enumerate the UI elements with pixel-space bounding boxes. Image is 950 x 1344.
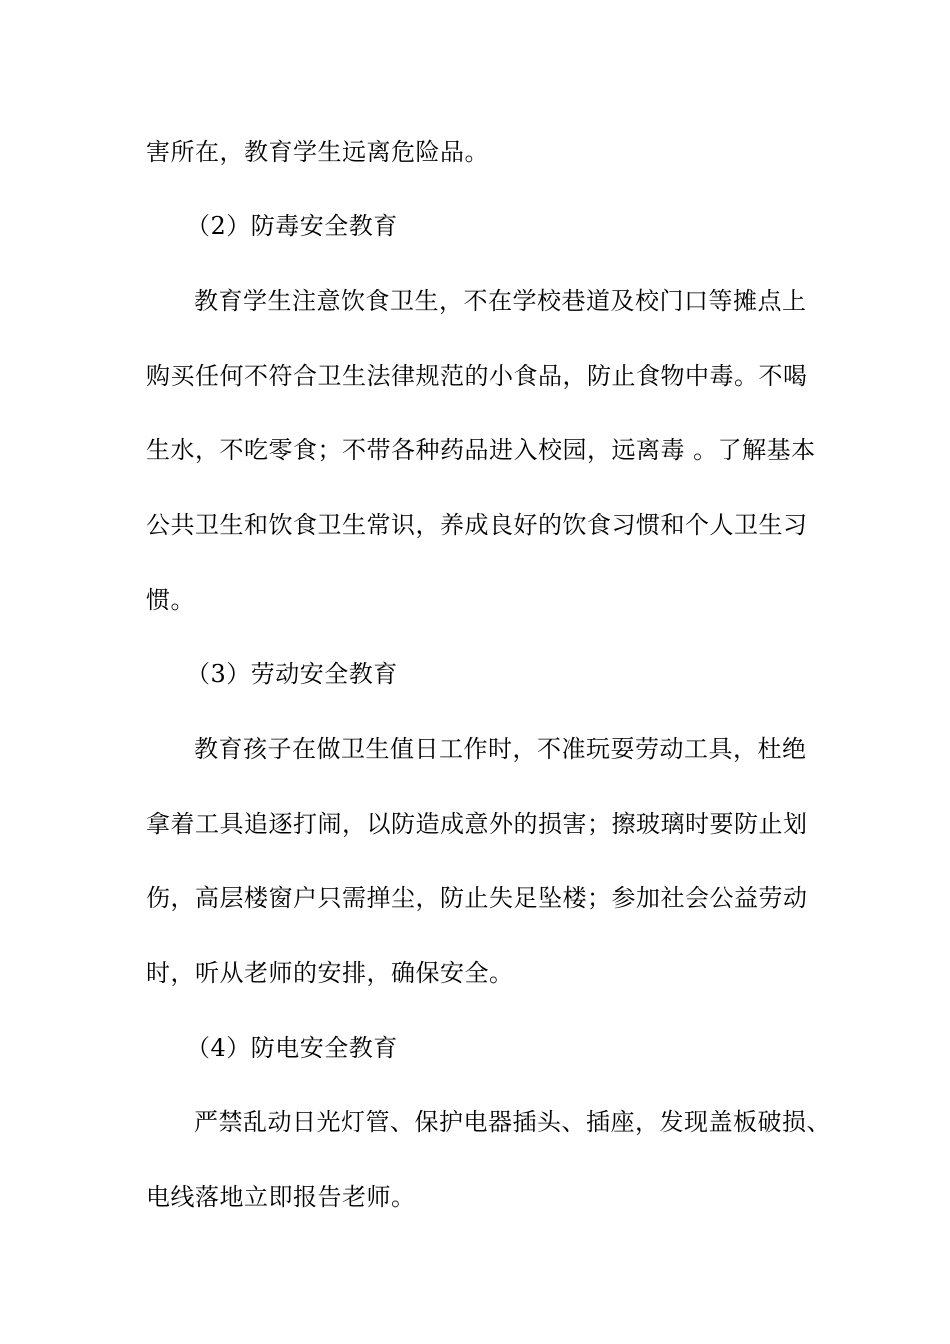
paragraph-line: 公共卫生和饮食卫生常识，养成良好的饮食习惯和个人卫生习 xyxy=(146,511,808,539)
section-heading: （4）防电安全教育 xyxy=(186,1034,398,1062)
paragraph-line: 严禁乱动日光灯管、保护电器插头、插座，发现盖板破损、 xyxy=(194,1108,831,1136)
paragraph-line: 电线落地立即报告老师。 xyxy=(146,1183,416,1211)
paragraph-line: 伤，高层楼窗户只需掸尘，防止失足坠楼；参加社会公益劳动 xyxy=(146,884,808,912)
paragraph-line: 购买任何不符合卫生法律规范的小食品，防止食物中毒。不喝 xyxy=(146,362,808,390)
paragraph-line: 时，听从老师的安排，确保安全。 xyxy=(146,959,514,987)
paragraph-line: 生水，不吃零食；不带各种药品进入校园，远离毒 。了解基本 xyxy=(146,436,816,464)
paragraph-line: 拿着工具追逐打闹，以防造成意外的损害；擦玻璃时要防止划 xyxy=(146,810,808,838)
paragraph-line: 害所在，教育学生远离危险品。 xyxy=(146,138,489,166)
paragraph-line: 教育孩子在做卫生值日工作时，不准玩耍劳动工具，杜绝 xyxy=(194,735,807,763)
section-heading: （2）防毒安全教育 xyxy=(186,212,398,240)
section-heading: （3）劳动安全教育 xyxy=(186,660,398,688)
paragraph-line: 惯。 xyxy=(146,586,195,614)
paragraph-line: 教育学生注意饮食卫生，不在学校巷道及校门口等摊点上 xyxy=(194,287,807,315)
